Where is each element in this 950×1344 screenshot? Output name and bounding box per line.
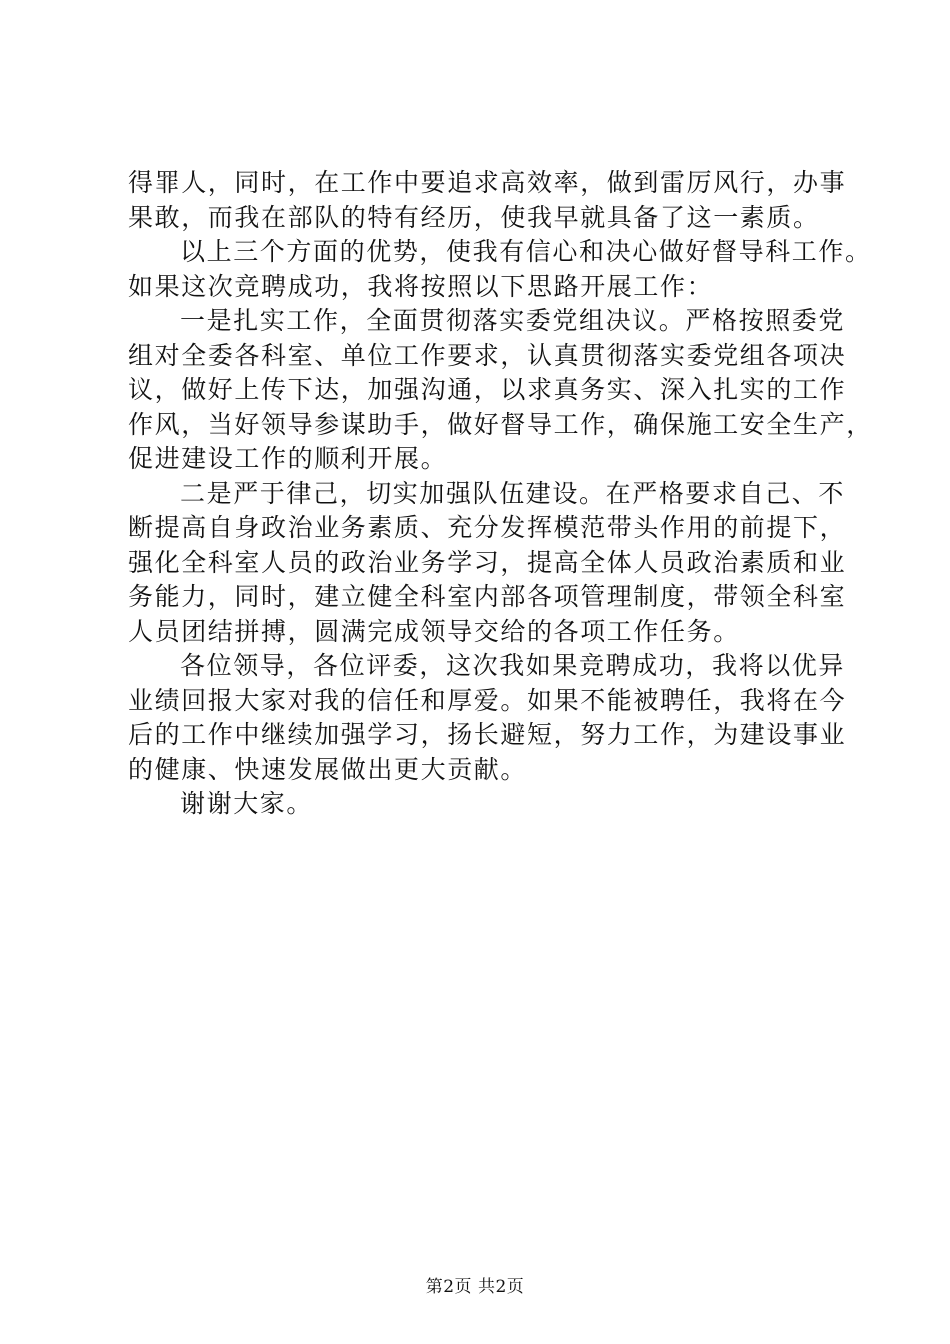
- text-line: 以上三个方面的优势，使我有信心和决心做好督导科工作。: [180, 237, 872, 266]
- text-line: 谢谢大家。: [180, 789, 314, 818]
- text-line: 务能力，同时，建立健全科室内部各项管理制度，带领全科室: [128, 582, 847, 611]
- body-text: [128, 166, 873, 822]
- text-line: 如果这次竞聘成功，我将按照以下思路开展工作：: [128, 271, 714, 301]
- text-line: 业绩回报大家对我的信任和厚爱。如果不能被聘任，我将在今: [128, 685, 847, 715]
- text-line: 人员团结拼搏，圆满完成领导交给的各项工作任务。: [128, 616, 740, 646]
- text-line: 议，做好上传下达，加强沟通，以求真务实、深入扎实的工作: [128, 375, 847, 404]
- text-line: 二是严于律己，切实加强队伍建设。在严格要求自己、不: [180, 478, 846, 508]
- text-line: 作风，当好领导参谋助手，做好督导工作，确保施工安全生产，: [128, 409, 873, 439]
- text-line: 后的工作中继续加强学习，扬长避短，努力工作，为建设事业: [128, 720, 847, 749]
- page-footer: 第2页 共2页: [425, 1277, 525, 1297]
- text-line: 强化全科室人员的政治业务学习，提高全体人员政治素质和业: [128, 547, 847, 577]
- text-line: 促进建设工作的顺利开展。: [128, 444, 448, 473]
- text-line: 的健康、快速发展做出更大贡献。: [128, 754, 528, 784]
- text-line: 断提高自身政治业务素质、充分发挥模范带头作用的前提下，: [128, 513, 847, 542]
- text-line: 得罪人，同时，在工作中要追求高效率，做到雷厉风行，办事: [128, 168, 847, 197]
- text-line: 组对全委各科室、单位工作要求，认真贯彻落实委党组各项决: [128, 340, 847, 370]
- text-line: 一是扎实工作，全面贯彻落实委党组决议。严格按照委党: [180, 306, 846, 335]
- text-line: 果敢，而我在部队的特有经历，使我早就具备了这一素质。: [128, 202, 820, 232]
- text-line: 各位领导，各位评委，这次我如果竞聘成功，我将以优异: [180, 651, 846, 680]
